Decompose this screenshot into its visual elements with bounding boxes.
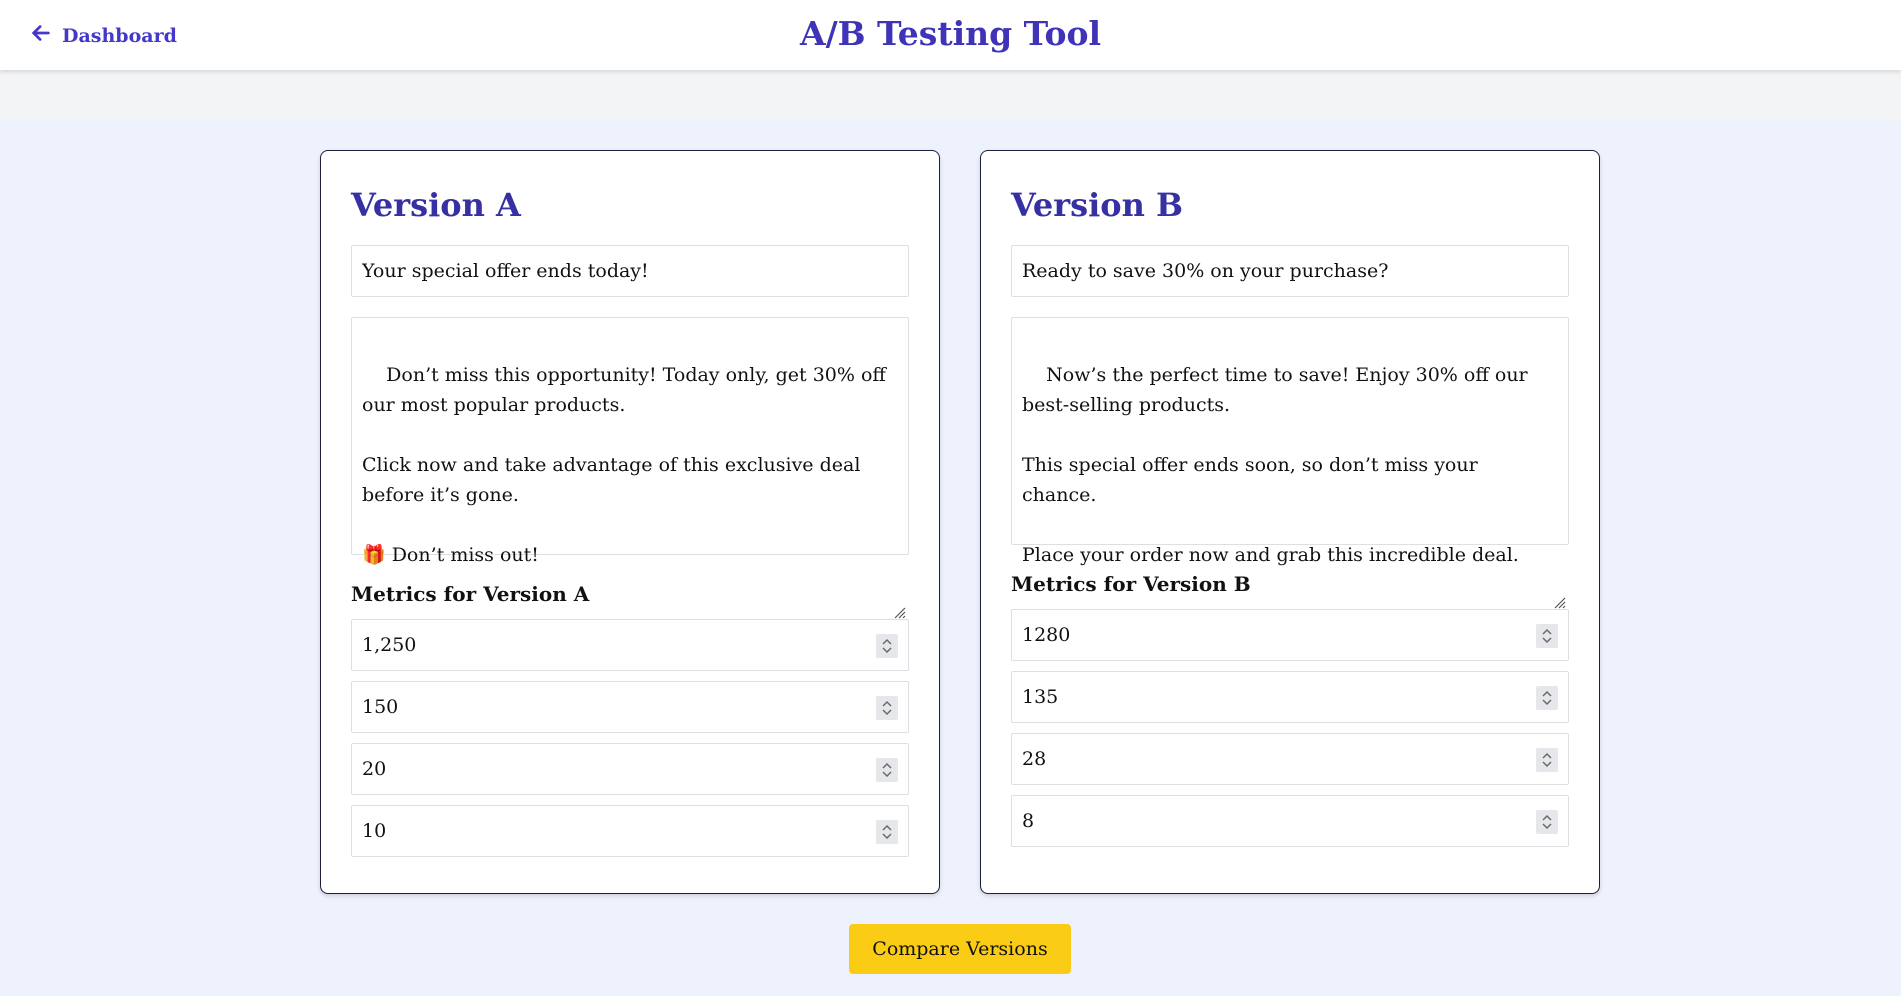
resize-grip-icon[interactable] [892, 538, 906, 552]
metric-value: 1,250 [362, 634, 417, 656]
spinner-icon[interactable] [1536, 624, 1558, 648]
spinner-icon[interactable] [876, 758, 898, 782]
version-a-metrics-title: Metrics for Version A [351, 582, 590, 606]
spinner-icon[interactable] [1536, 748, 1558, 772]
version-b-metric-input[interactable] [1011, 733, 1569, 785]
metric-value: 150 [362, 696, 399, 718]
version-b-body-textarea[interactable] [1011, 317, 1569, 566]
spinner-icon[interactable] [1536, 686, 1558, 710]
spinner-icon[interactable] [876, 634, 898, 658]
resize-grip-icon[interactable] [1552, 528, 1566, 542]
version-a-metric-input[interactable] [351, 619, 909, 671]
version-b-metric-input[interactable] [1011, 795, 1569, 847]
metric-value: 135 [1022, 686, 1059, 708]
header-band [0, 70, 1901, 120]
version-a-metric-input[interactable] [351, 681, 909, 733]
metric-value: 20 [362, 758, 387, 780]
version-b-metrics-title: Metrics for Version B [1011, 572, 1251, 596]
version-b-body-text: Now’s the perfect time to save! Enjoy 30% off our best-selling products. This special offer ends soon, so don’t miss your chance. Place your order now and grab this incredible deal. [1022, 364, 1528, 566]
spinner-icon[interactable] [1536, 810, 1558, 834]
version-a-heading: Version A [351, 186, 521, 224]
version-b-card [980, 150, 1600, 894]
version-b-metric-input[interactable] [1011, 671, 1569, 723]
version-a-body-textarea[interactable] [351, 317, 909, 566]
metric-value: 1280 [1022, 624, 1071, 646]
version-a-subject-input[interactable] [351, 245, 909, 297]
version-a-card [320, 150, 940, 894]
spinner-icon[interactable] [876, 820, 898, 844]
compare-versions-button[interactable]: Compare Versions [849, 924, 1071, 974]
metric-value: 8 [1022, 810, 1035, 832]
spinner-icon[interactable] [876, 696, 898, 720]
version-b-metric-input[interactable] [1011, 609, 1569, 661]
version-a-metric-input[interactable] [351, 743, 909, 795]
version-a-metric-input[interactable] [351, 805, 909, 857]
app-title: A/B Testing Tool [799, 14, 1102, 53]
back-link-label: Dashboard [62, 24, 177, 47]
metric-value: 28 [1022, 748, 1047, 770]
top-bar [0, 0, 1901, 70]
version-b-subject-input[interactable] [1011, 245, 1569, 297]
metric-value: 10 [362, 820, 387, 842]
version-a-body-text: Don’t miss this opportunity! Today only, get 30% off our most popular products. Click now and take advantage of this exclusive deal before it’s gone. 🎁 Don’t miss out! [362, 364, 886, 566]
version-b-heading: Version B [1011, 186, 1184, 224]
